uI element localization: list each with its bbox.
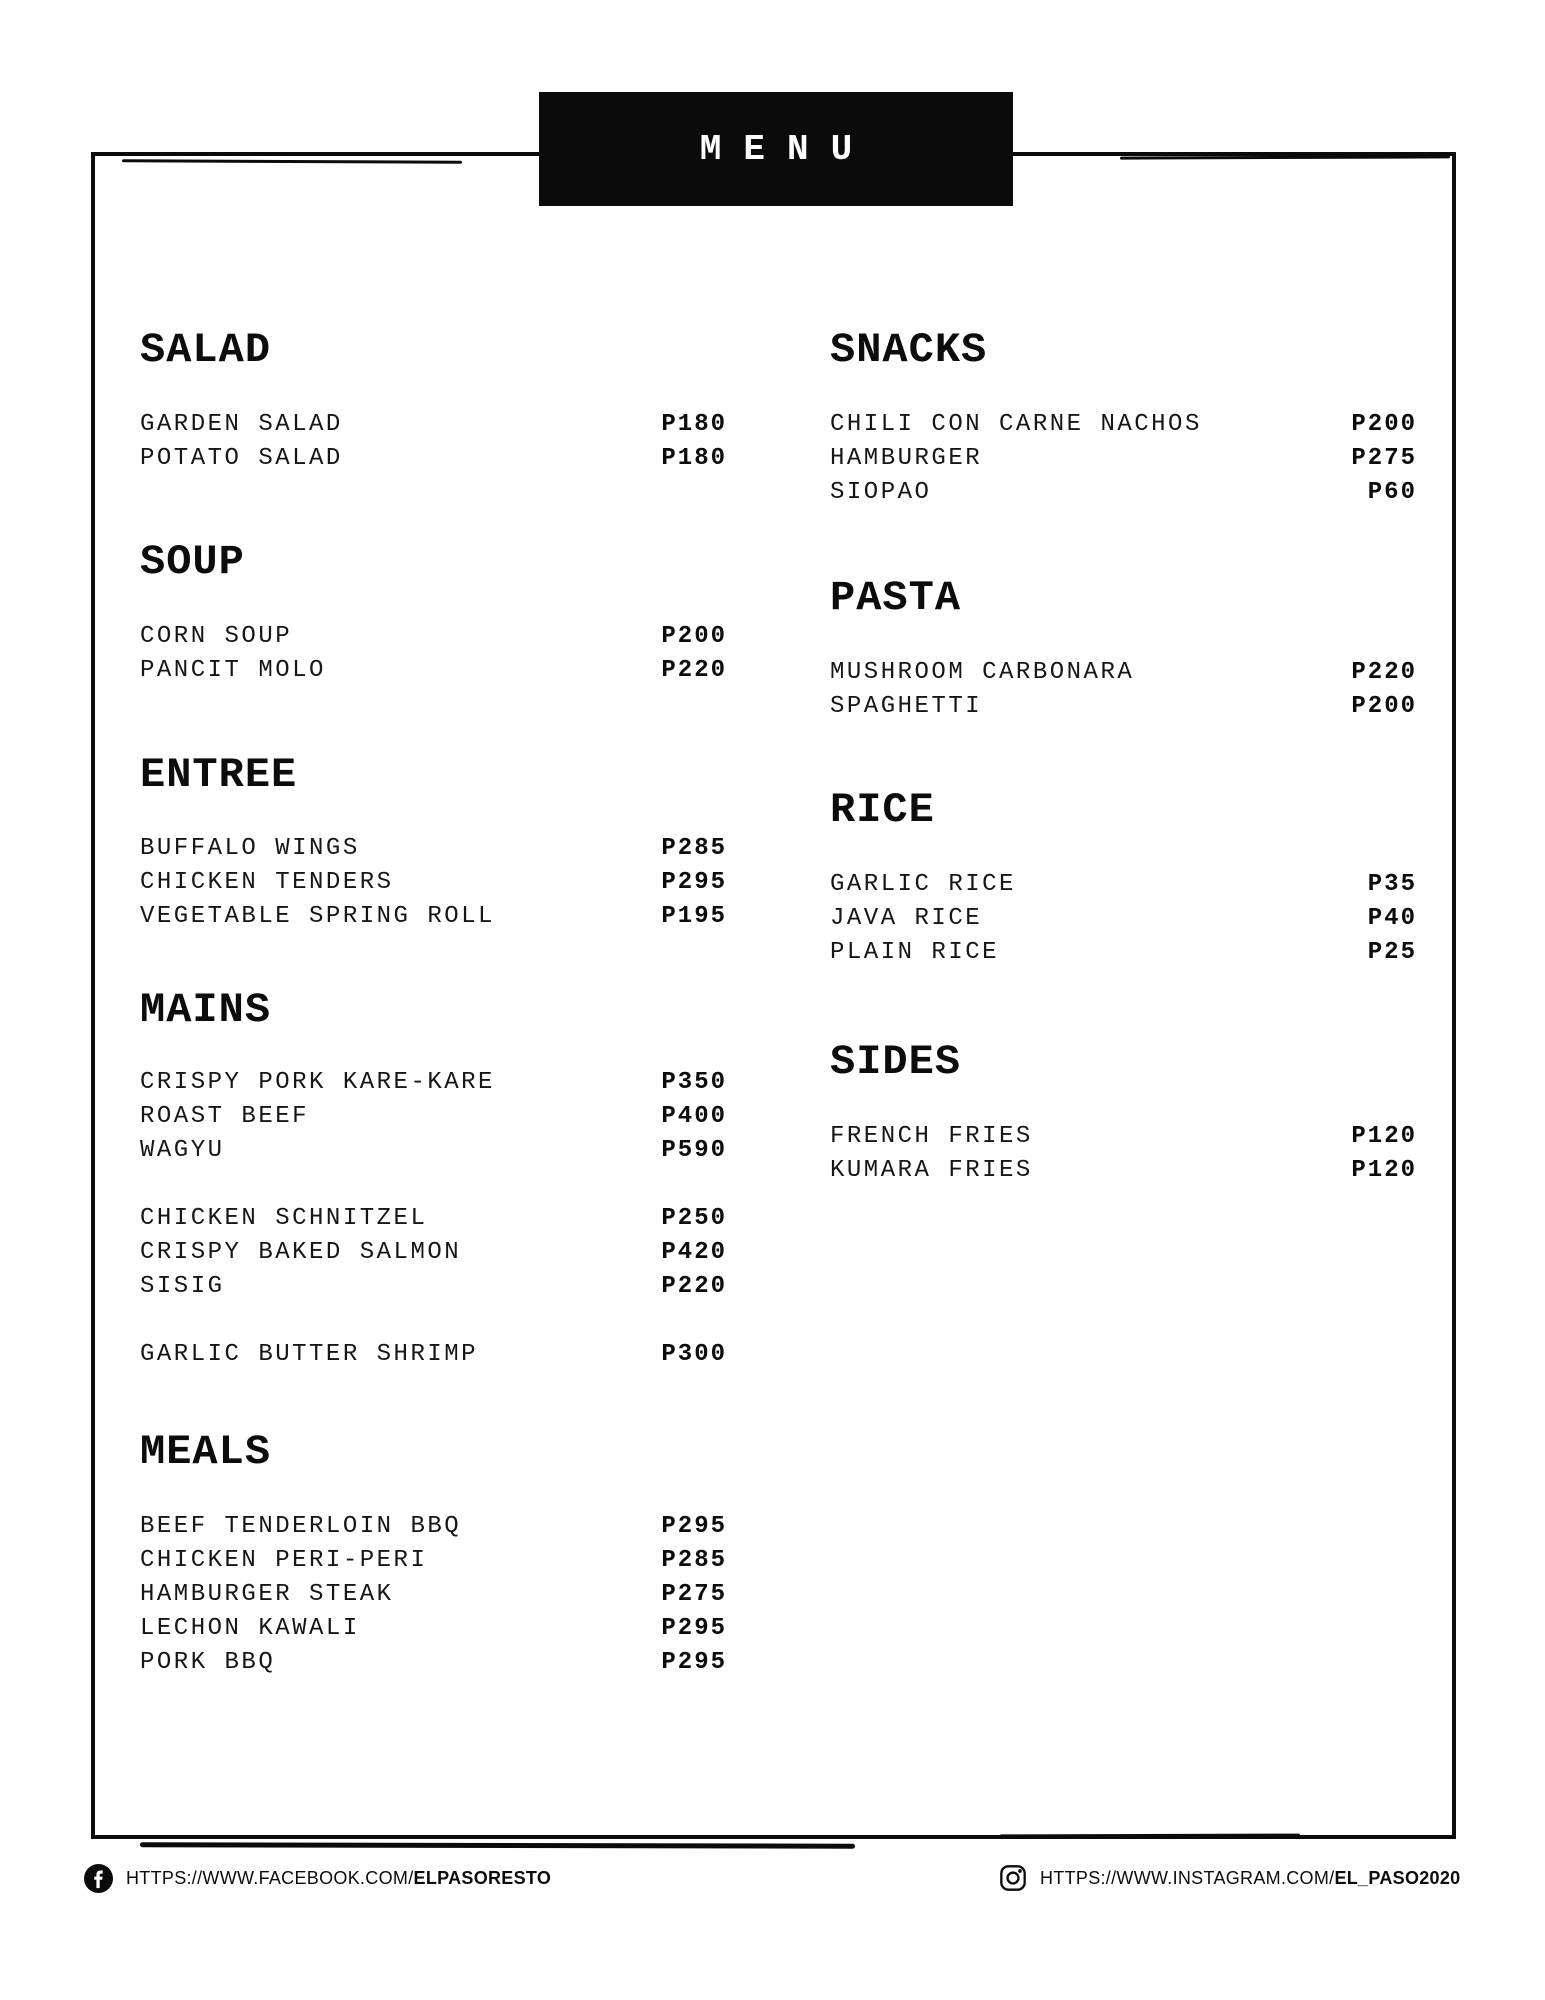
menu-item-row (140, 1065, 727, 1099)
menu-item-price: P220 (661, 656, 727, 684)
section-heading-sides: SIDES (830, 1038, 962, 1086)
section-heading-salad: SALAD (140, 326, 272, 374)
menu-item-name: HAMBURGER STEAK (140, 1580, 394, 1608)
menu-item-name: VEGETABLE SPRING ROLL (140, 902, 495, 930)
menu-item-price: P120 (1351, 1122, 1417, 1150)
instagram-icon (999, 1864, 1027, 1892)
menu-item-row (140, 1509, 727, 1543)
menu-item-price: P300 (661, 1340, 727, 1368)
menu-item-row (140, 1337, 727, 1371)
menu-item-name: BUFFALO WINGS (140, 834, 360, 862)
menu-item-row (830, 475, 1417, 509)
section-heading-mains: MAINS (140, 986, 272, 1034)
menu-item-name: WAGYU (140, 1136, 225, 1164)
instagram-link[interactable] (999, 1858, 1460, 1898)
section-heading-entree: ENTREE (140, 751, 298, 799)
facebook-link[interactable] (84, 1858, 551, 1898)
menu-item-price: P120 (1351, 1156, 1417, 1184)
menu-item-row (140, 1133, 727, 1167)
section-heading-snacks: SNACKS (830, 326, 988, 374)
menu-item-row (140, 1201, 727, 1235)
menu-item-name: SIOPAO (830, 478, 932, 506)
menu-item-price: P180 (661, 410, 727, 438)
menu-item-row (140, 1269, 727, 1303)
menu-item-name: CHICKEN TENDERS (140, 868, 394, 896)
menu-item-price: P295 (661, 1614, 727, 1642)
menu-item-price: P35 (1367, 870, 1417, 898)
menu-item-price: P200 (1351, 410, 1417, 438)
menu-item-name: PLAIN RICE (830, 938, 1000, 966)
instagram-url: HTTPS://WWW.INSTAGRAM.COM/EL_PASO2020 (1040, 1867, 1461, 1888)
instagram-handle: EL_PASO2020 (1334, 1867, 1461, 1888)
menu-item-row (830, 655, 1417, 689)
menu-item-price: P180 (661, 444, 727, 472)
menu-item-name: CRISPY BAKED SALMON (140, 1238, 462, 1266)
menu-item-price: P350 (661, 1068, 727, 1096)
menu-item-price: P590 (661, 1136, 727, 1164)
menu-item-name: CHILI CON CARNE NACHOS (830, 410, 1202, 438)
menu-item-price: P420 (661, 1238, 727, 1266)
menu-item-name: MUSHROOM CARBONARA (830, 658, 1135, 686)
hand-drawn-line (140, 1842, 855, 1848)
menu-item-price: P220 (661, 1272, 727, 1300)
menu-item-row (140, 899, 727, 933)
menu-item-price: P60 (1367, 478, 1417, 506)
menu-item-row (830, 935, 1417, 969)
menu-item-row (140, 1235, 727, 1269)
menu-item-price: P295 (661, 1512, 727, 1540)
menu-item-row (140, 407, 727, 441)
menu-item-name: CHICKEN PERI-PERI (140, 1546, 428, 1574)
menu-item-row (140, 1543, 727, 1577)
menu-item-name: GARLIC RICE (830, 870, 1016, 898)
menu-item-row (830, 901, 1417, 935)
menu-item-name: POTATO SALAD (140, 444, 343, 472)
section-heading-pasta: PASTA (830, 574, 962, 622)
menu-item-price: P220 (1351, 658, 1417, 686)
menu-item-row (830, 1119, 1417, 1153)
menu-item-name: BEEF TENDERLOIN BBQ (140, 1512, 462, 1540)
menu-item-price: P200 (1351, 692, 1417, 720)
menu-item-row (140, 1645, 727, 1679)
menu-item-row (140, 441, 727, 475)
menu-item-name: PORK BBQ (140, 1648, 276, 1676)
menu-item-name: HAMBURGER (830, 444, 983, 472)
menu-item-price: P275 (661, 1580, 727, 1608)
menu-item-price: P250 (661, 1204, 727, 1232)
facebook-url: HTTPS://WWW.FACEBOOK.COM/ELPASORESTO (126, 1867, 552, 1888)
menu-item-row (830, 1153, 1417, 1187)
menu-item-price: P200 (661, 622, 727, 650)
menu-item-row (830, 867, 1417, 901)
menu-item-price: P285 (661, 834, 727, 862)
menu-item-price: P40 (1367, 904, 1417, 932)
menu-title-box (539, 92, 1013, 206)
menu-item-name: CRISPY PORK KARE-KARE (140, 1068, 495, 1096)
menu-item-row (140, 1611, 727, 1645)
menu-item-price: P295 (661, 1648, 727, 1676)
menu-item-row (830, 407, 1417, 441)
menu-item-row (830, 441, 1417, 475)
menu-item-name: FRENCH FRIES (830, 1122, 1033, 1150)
menu-item-row (140, 1577, 727, 1611)
menu-item-name: PANCIT MOLO (140, 656, 326, 684)
menu-item-name: SPAGHETTI (830, 692, 983, 720)
menu-item-price: P195 (661, 902, 727, 930)
section-heading-meals: MEALS (140, 1428, 272, 1476)
facebook-handle: ELPASORESTO (413, 1867, 552, 1888)
menu-item-row (140, 653, 727, 687)
menu-item-row (140, 831, 727, 865)
menu-item-price: P285 (661, 1546, 727, 1574)
menu-item-name: LECHON KAWALI (140, 1614, 360, 1642)
menu-item-name: GARLIC BUTTER SHRIMP (140, 1340, 479, 1368)
menu-item-price: P400 (661, 1102, 727, 1130)
menu-item-row (140, 1099, 727, 1133)
menu-item-name: CHICKEN SCHNITZEL (140, 1204, 428, 1232)
menu-item-name: JAVA RICE (830, 904, 983, 932)
section-heading-soup: SOUP (140, 538, 245, 586)
menu-item-name: GARDEN SALAD (140, 410, 343, 438)
menu-item-name: KUMARA FRIES (830, 1156, 1033, 1184)
menu-item-name: SISIG (140, 1272, 225, 1300)
menu-item-name: ROAST BEEF (140, 1102, 310, 1130)
menu-item-row (830, 689, 1417, 723)
menu-item-price: P295 (661, 868, 727, 896)
menu-item-price: P275 (1351, 444, 1417, 472)
menu-item-row (140, 619, 727, 653)
menu-item-name: CORN SOUP (140, 622, 293, 650)
menu-item-row (140, 865, 727, 899)
page-title: MENU (699, 128, 875, 170)
facebook-icon (84, 1864, 113, 1893)
menu-item-price: P25 (1367, 938, 1417, 966)
section-heading-rice: RICE (830, 786, 935, 834)
